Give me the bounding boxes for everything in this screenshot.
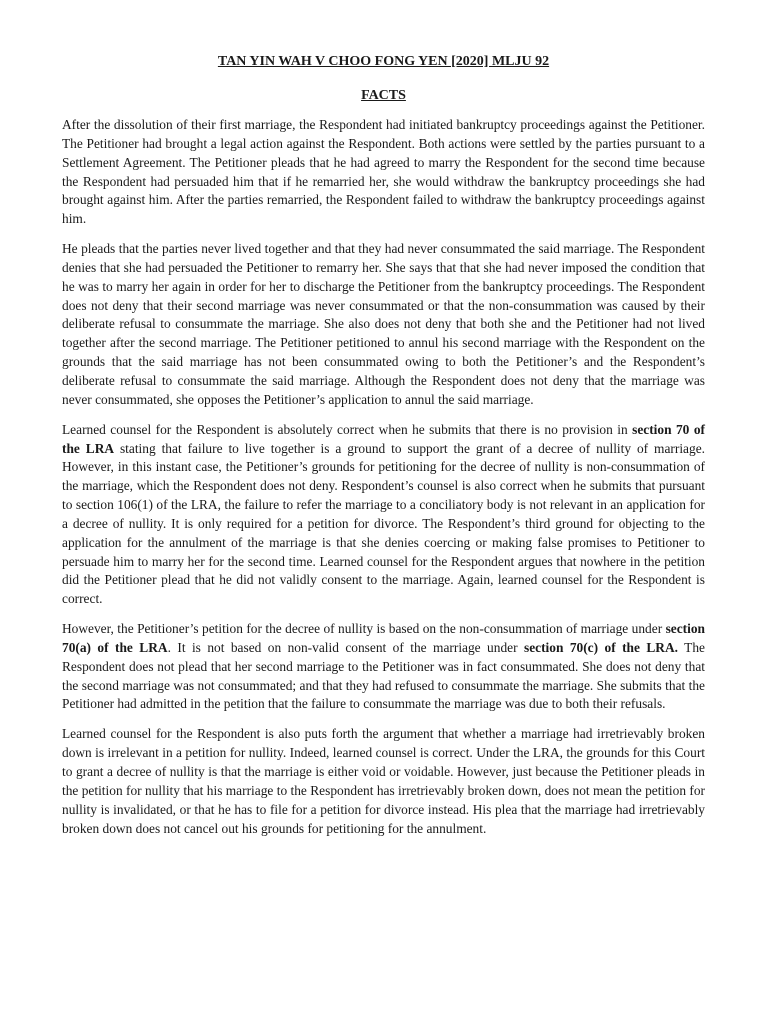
case-title: TAN YIN WAH V CHOO FONG YEN [2020] MLJU 92 xyxy=(217,54,550,69)
paragraph-2: He pleads that the parties never lived together and that they had never consummated the said marriage. The Respondent denies that she had persuaded the Petitioner to remarry her. She says that that she had never imposed the condition that he was to marry her again in order for her to discharge the Petitioner from the bankruptcy proceedings. The Respondent does not deny that their second marriage was never consummated or that the non-consummation was caused by their deliberate refusal to consummate the marriage. She also does not deny that both she and the Petitioner had not lived together after the second marriage. The Petitioner petitioned to annul his second marriage with the Respondent on the grounds that the said marriage has not been consummated owing to both the Petitioner’s and the Respondent’s deliberate refusal to consummate the said marriage. Although the Respondent does not deny that the marriage was never consummated, she opposes the Petitioner’s application to annul the said marriage. xyxy=(62,241,705,407)
document-page xyxy=(62,52,705,849)
paragraph-4-text-e: The Respondent does not plead that her second marriage to the Petitioner was in fact consummated. She does not deny that the second marriage was not consummated; and that they had refused to consummate the marriage. She submits that the Petitioner had admitted in the petition that the failure to consummate the marriage was due to both their refusals. xyxy=(62,639,706,712)
paragraph-3-text-a: Learned counsel for the Respondent is absolutely correct when he submits that there is no provision in xyxy=(62,421,633,437)
paragraph-4-text-c: . It is not based on non-valid consent of the marriage under xyxy=(167,639,524,655)
paragraph-3-text-c: stating that failure to live together is a ground to support the grant of a decree of nullity of marriage. However, in this instant case, the Petitioner’s grounds for petitioning for the decree of nullity is non-consummation of the marriage, which the Respondent does not deny. Respondent’s counsel is also correct when he submits that pursuant to section 106(1) of the LRA, the failure to refer the marriage to a conciliatory body is not relevant in an application for a decree of nullity. It is only required for a petition for divorce. The Respondent’s third ground for objecting to the application for the annulment of the marriage is that she denies coercing or making false promises to Petitioner to persuade him to marry her for the second time. Learned counsel for the Respondent argues that nowhere in the petition did the Petitioner plead that he did not validly consent to the marriage. Again, learned counsel for the Respondent is correct. xyxy=(62,440,705,607)
statute-reference-section-70a: section 70(a) of the LRA xyxy=(62,621,705,655)
paragraph-5: Learned counsel for the Respondent is also puts forth the argument that whether a marriage had irretrievably broken down is irrelevant in a petition for nullity. Indeed, learned counsel is correct. Under the LRA, the grounds for this Court to grant a decree of nullity is that the marriage is either void or voidable. However, just because the Petitioner pleads in the petition for nullity that his marriage to the Respondent has irretrievably broken down, does not mean the petition for nullity is invalidated, or that he has to file for a petition for divorce instead. His plea that the marriage had irretrievably broken down does not cancel out his grounds for petitioning for the annulment. xyxy=(62,726,705,836)
section-heading-facts: FACTS xyxy=(361,88,406,103)
paragraph-4-text-a: However, the Petitioner’s petition for the decree of nullity is based on the non-consummation of marriage under xyxy=(62,621,666,637)
statute-reference-section-70c: section 70(c) of the LRA. xyxy=(523,639,678,655)
paragraph-1: After the dissolution of their first marriage, the Respondent had initiated bankruptcy proceedings against the Petitioner. The Petitioner had brought a legal action against the Respondent. Both actions were settled by the parties pursuant to a Settlement Agreement. The Petitioner pleads that he had agreed to marry the Respondent for the second time because the Respondent had persuaded him that if he remarried her, she would withdraw the bankruptcy proceedings she had brought against him. After the parties remarried, the Respondent failed to withdraw the bankruptcy proceedings against him. xyxy=(62,117,705,227)
paragraph-3 xyxy=(62,421,705,609)
paragraph-4 xyxy=(62,620,705,714)
statute-reference-section-70: section 70 of the LRA xyxy=(62,421,705,456)
